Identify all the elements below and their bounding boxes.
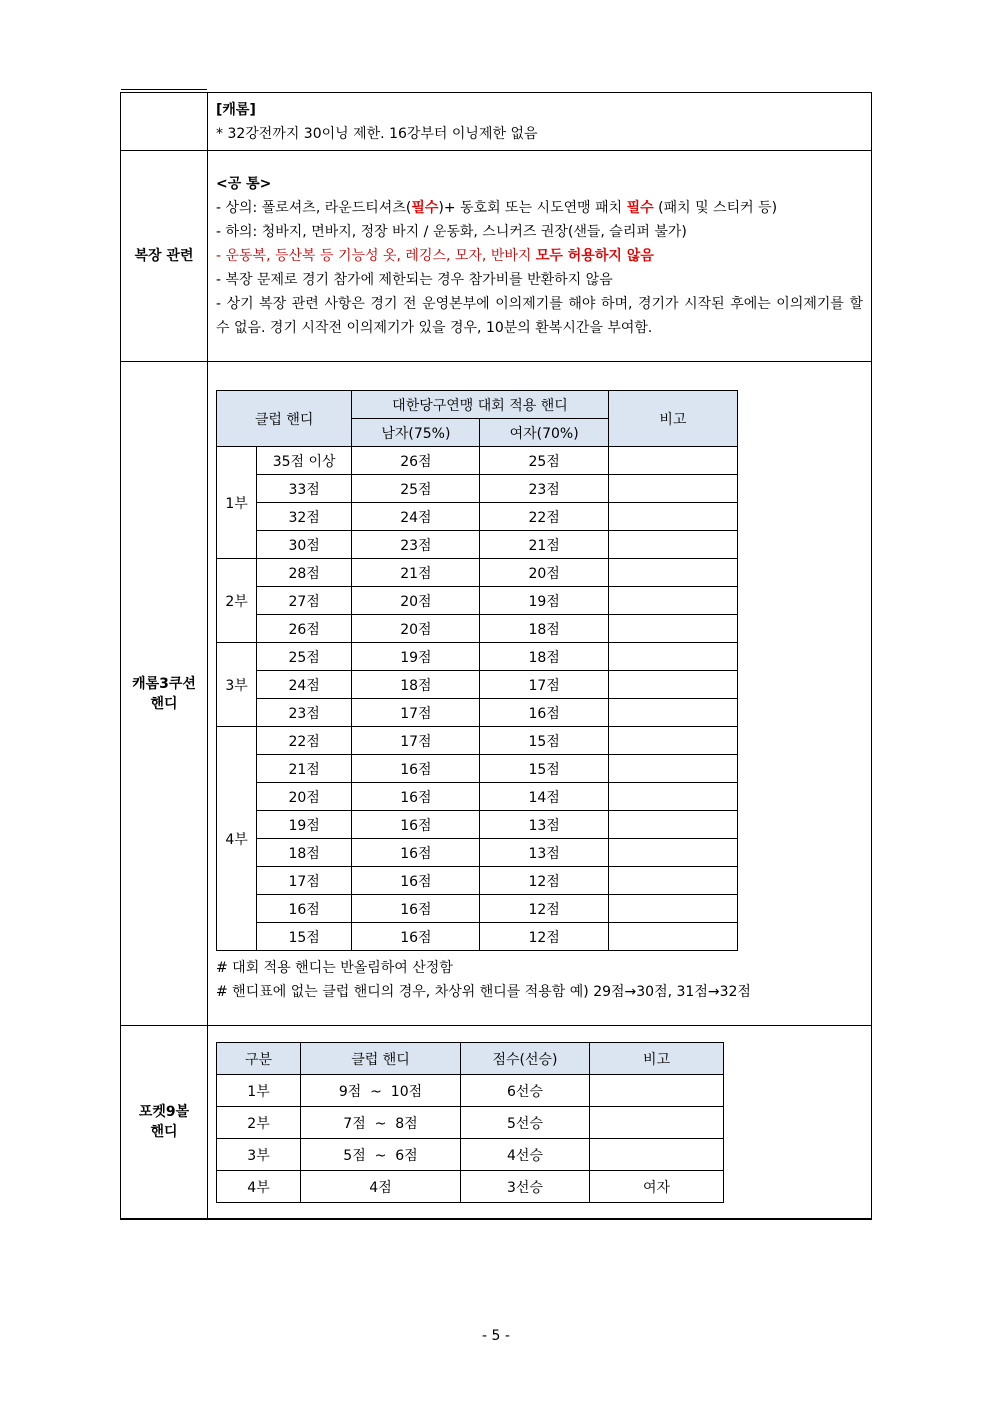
note-cell bbox=[608, 923, 737, 951]
club-handicap-cell: 19점 bbox=[257, 811, 352, 839]
male-handicap-cell: 16점 bbox=[352, 783, 480, 811]
club-handicap-cell: 30점 bbox=[257, 531, 352, 559]
note-cell bbox=[608, 447, 737, 475]
club-handicap-cell: 23점 bbox=[257, 699, 352, 727]
dress-heading: <공 통> bbox=[216, 176, 272, 192]
dress-banned-a: - 운동복, 등산복 등 기능성 옷, 레깅스, 모자, 반바지 bbox=[216, 248, 536, 264]
table-row bbox=[217, 1107, 724, 1139]
table-row bbox=[217, 783, 738, 811]
club-handicap-cell: 18점 bbox=[257, 839, 352, 867]
table-row bbox=[217, 503, 738, 531]
male-handicap-cell: 16점 bbox=[352, 811, 480, 839]
male-handicap-cell: 16점 bbox=[352, 755, 480, 783]
table-row bbox=[217, 447, 738, 475]
division-cell: 1부 bbox=[217, 447, 257, 559]
note-cell bbox=[608, 755, 737, 783]
club-handicap-cell: 27점 bbox=[257, 587, 352, 615]
male-handicap-cell: 20점 bbox=[352, 615, 480, 643]
pocket9-handicap-table bbox=[216, 1042, 724, 1203]
table-row bbox=[217, 923, 738, 951]
header-note: 비고 bbox=[608, 391, 737, 447]
division-cell: 1부 bbox=[217, 1075, 301, 1107]
female-handicap-cell: 17점 bbox=[480, 671, 608, 699]
carom-rule-label bbox=[121, 93, 208, 151]
table-row bbox=[217, 671, 738, 699]
female-handicap-cell: 25점 bbox=[480, 447, 608, 475]
dress-banned bbox=[216, 244, 863, 268]
division-cell: 2부 bbox=[217, 559, 257, 643]
pocket9-cell bbox=[208, 1026, 872, 1219]
table-row bbox=[217, 727, 738, 755]
rules-table bbox=[120, 92, 872, 1220]
carom3-handicap-table bbox=[216, 390, 738, 951]
club-handicap-cell: 35점 이상 bbox=[257, 447, 352, 475]
dress-banned-b: 모두 허용하지 않음 bbox=[535, 248, 654, 264]
note-cell bbox=[608, 699, 737, 727]
club-handicap-cell: 7점 ~ 8점 bbox=[301, 1107, 461, 1139]
header-female: 여자(70%) bbox=[480, 419, 608, 447]
note-cell bbox=[608, 559, 737, 587]
club-handicap-cell: 16점 bbox=[257, 895, 352, 923]
table-row bbox=[217, 699, 738, 727]
top-rule bbox=[121, 89, 207, 90]
male-handicap-cell: 16점 bbox=[352, 923, 480, 951]
table-row bbox=[217, 755, 738, 783]
club-handicap-cell: 17점 bbox=[257, 867, 352, 895]
carom3-note-1: # 대회 적용 핸디는 반올림하여 산정함 bbox=[216, 960, 453, 976]
note-cell: 여자 bbox=[590, 1171, 724, 1203]
male-handicap-cell: 16점 bbox=[352, 839, 480, 867]
table-row bbox=[217, 587, 738, 615]
pocket9-row bbox=[121, 1026, 872, 1219]
note-cell bbox=[608, 895, 737, 923]
header-federation-handicap: 대한당구연맹 대회 적용 핸디 bbox=[352, 391, 608, 419]
note-cell bbox=[608, 839, 737, 867]
note-cell bbox=[590, 1139, 724, 1171]
female-handicap-cell: 14점 bbox=[480, 783, 608, 811]
division-cell: 4부 bbox=[217, 727, 257, 951]
female-handicap-cell: 18점 bbox=[480, 643, 608, 671]
header-club-handicap: 클럽 핸디 bbox=[301, 1043, 461, 1075]
division-cell: 3부 bbox=[217, 643, 257, 727]
club-handicap-cell: 21점 bbox=[257, 755, 352, 783]
division-cell: 3부 bbox=[217, 1139, 301, 1171]
header-note: 비고 bbox=[590, 1043, 724, 1075]
male-handicap-cell: 26점 bbox=[352, 447, 480, 475]
pocket9-label-line2: 핸디 bbox=[150, 1123, 178, 1140]
male-handicap-cell: 17점 bbox=[352, 699, 480, 727]
club-handicap-cell: 20점 bbox=[257, 783, 352, 811]
carom3-cell bbox=[208, 362, 872, 1026]
female-handicap-cell: 20점 bbox=[480, 559, 608, 587]
male-handicap-cell: 18점 bbox=[352, 671, 480, 699]
score-cell: 6선승 bbox=[461, 1075, 590, 1107]
carom-rule-title: [캐롬] bbox=[216, 101, 256, 118]
table-row bbox=[217, 559, 738, 587]
carom3-row bbox=[121, 362, 872, 1026]
carom-rule-cell bbox=[208, 93, 872, 151]
dress-top-a: - 상의: 폴로셔츠, 라운드티셔츠( bbox=[216, 200, 412, 216]
male-handicap-cell: 19점 bbox=[352, 643, 480, 671]
table-row bbox=[217, 867, 738, 895]
female-handicap-cell: 12점 bbox=[480, 923, 608, 951]
female-handicap-cell: 19점 bbox=[480, 587, 608, 615]
carom3-note-2: # 핸디표에 없는 클럽 핸디의 경우, 차상위 핸디를 적용함 예) 29점→30점, 31점→32점 bbox=[216, 984, 751, 1000]
table-row bbox=[217, 1139, 724, 1171]
table-row bbox=[217, 615, 738, 643]
note-cell bbox=[608, 671, 737, 699]
dress-cell bbox=[208, 151, 872, 362]
score-cell: 4선승 bbox=[461, 1139, 590, 1171]
female-handicap-cell: 15점 bbox=[480, 727, 608, 755]
dress-top-required-1: 필수 bbox=[411, 200, 439, 216]
female-handicap-cell: 16점 bbox=[480, 699, 608, 727]
male-handicap-cell: 20점 bbox=[352, 587, 480, 615]
note-cell bbox=[608, 475, 737, 503]
carom-rule-text: * 32강전까지 30이닝 제한. 16강부터 이닝제한 없음 bbox=[216, 125, 538, 142]
page-number: - 5 - bbox=[482, 1328, 510, 1344]
score-cell: 3선승 bbox=[461, 1171, 590, 1203]
note-cell bbox=[608, 643, 737, 671]
club-handicap-cell: 28점 bbox=[257, 559, 352, 587]
note-cell bbox=[608, 783, 737, 811]
dress-bottom: - 하의: 청바지, 면바지, 정장 바지 / 운동화, 스니커즈 권장(샌들, 슬리퍼 불가) bbox=[216, 224, 687, 240]
dress-refund: - 복장 문제로 경기 참가에 제한되는 경우 참가비를 반환하지 않음 bbox=[216, 272, 613, 288]
carom-rule-row bbox=[121, 93, 872, 151]
table-row bbox=[217, 1075, 724, 1107]
club-handicap-cell: 4점 bbox=[301, 1171, 461, 1203]
carom3-label bbox=[121, 362, 208, 1026]
header-score: 점수(선승) bbox=[461, 1043, 590, 1075]
female-handicap-cell: 18점 bbox=[480, 615, 608, 643]
note-cell bbox=[608, 503, 737, 531]
club-handicap-cell: 24점 bbox=[257, 671, 352, 699]
note-cell bbox=[590, 1075, 724, 1107]
pocket9-label bbox=[121, 1026, 208, 1219]
female-handicap-cell: 12점 bbox=[480, 895, 608, 923]
male-handicap-cell: 24점 bbox=[352, 503, 480, 531]
note-cell bbox=[608, 727, 737, 755]
female-handicap-cell: 23점 bbox=[480, 475, 608, 503]
note-cell bbox=[608, 531, 737, 559]
club-handicap-cell: 22점 bbox=[257, 727, 352, 755]
female-handicap-cell: 13점 bbox=[480, 839, 608, 867]
note-cell bbox=[608, 867, 737, 895]
dress-label: 복장 관련 bbox=[121, 151, 208, 362]
division-cell: 2부 bbox=[217, 1107, 301, 1139]
male-handicap-cell: 16점 bbox=[352, 895, 480, 923]
female-handicap-cell: 22점 bbox=[480, 503, 608, 531]
header-club-handicap: 클럽 핸디 bbox=[217, 391, 352, 447]
carom3-label-line1: 캐롬3쿠션 bbox=[132, 675, 196, 692]
dress-top-c: (패치 및 스티커 등) bbox=[653, 200, 778, 216]
female-handicap-cell: 13점 bbox=[480, 811, 608, 839]
note-cell bbox=[608, 811, 737, 839]
table-row bbox=[217, 839, 738, 867]
club-handicap-cell: 9점 ~ 10점 bbox=[301, 1075, 461, 1107]
table-row bbox=[217, 475, 738, 503]
dress-top bbox=[216, 196, 863, 220]
club-handicap-cell: 33점 bbox=[257, 475, 352, 503]
dress-top-b: )+ 동호회 또는 시도연맹 패치 bbox=[438, 200, 627, 216]
male-handicap-cell: 17점 bbox=[352, 727, 480, 755]
club-handicap-cell: 5점 ~ 6점 bbox=[301, 1139, 461, 1171]
table-row bbox=[217, 811, 738, 839]
male-handicap-cell: 23점 bbox=[352, 531, 480, 559]
table-row bbox=[217, 531, 738, 559]
male-handicap-cell: 16점 bbox=[352, 867, 480, 895]
carom3-label-line2: 핸디 bbox=[150, 695, 178, 712]
female-handicap-cell: 12점 bbox=[480, 867, 608, 895]
dress-top-required-2: 필수 bbox=[626, 200, 654, 216]
note-cell bbox=[590, 1107, 724, 1139]
club-handicap-cell: 15점 bbox=[257, 923, 352, 951]
club-handicap-cell: 25점 bbox=[257, 643, 352, 671]
score-cell: 5선승 bbox=[461, 1107, 590, 1139]
club-handicap-cell: 26점 bbox=[257, 615, 352, 643]
club-handicap-cell: 32점 bbox=[257, 503, 352, 531]
table-row bbox=[217, 1171, 724, 1203]
male-handicap-cell: 21점 bbox=[352, 559, 480, 587]
note-cell bbox=[608, 615, 737, 643]
dress-row bbox=[121, 151, 872, 362]
female-handicap-cell: 15점 bbox=[480, 755, 608, 783]
female-handicap-cell: 21점 bbox=[480, 531, 608, 559]
header-division: 구분 bbox=[217, 1043, 301, 1075]
header-male: 남자(75%) bbox=[352, 419, 480, 447]
pocket9-label-line1: 포켓9볼 bbox=[138, 1103, 190, 1120]
division-cell: 4부 bbox=[217, 1171, 301, 1203]
note-cell bbox=[608, 587, 737, 615]
dress-objection: - 상기 복장 관련 사항은 경기 전 운영본부에 이의제기를 해야 하며, 경기가 시작된 후에는 이의제기를 할 수 없음. 경기 시작전 이의제기가 있을 경우, 10분의 환복시간을 부여함. bbox=[216, 296, 863, 336]
table-row bbox=[217, 643, 738, 671]
table-row bbox=[217, 895, 738, 923]
male-handicap-cell: 25점 bbox=[352, 475, 480, 503]
